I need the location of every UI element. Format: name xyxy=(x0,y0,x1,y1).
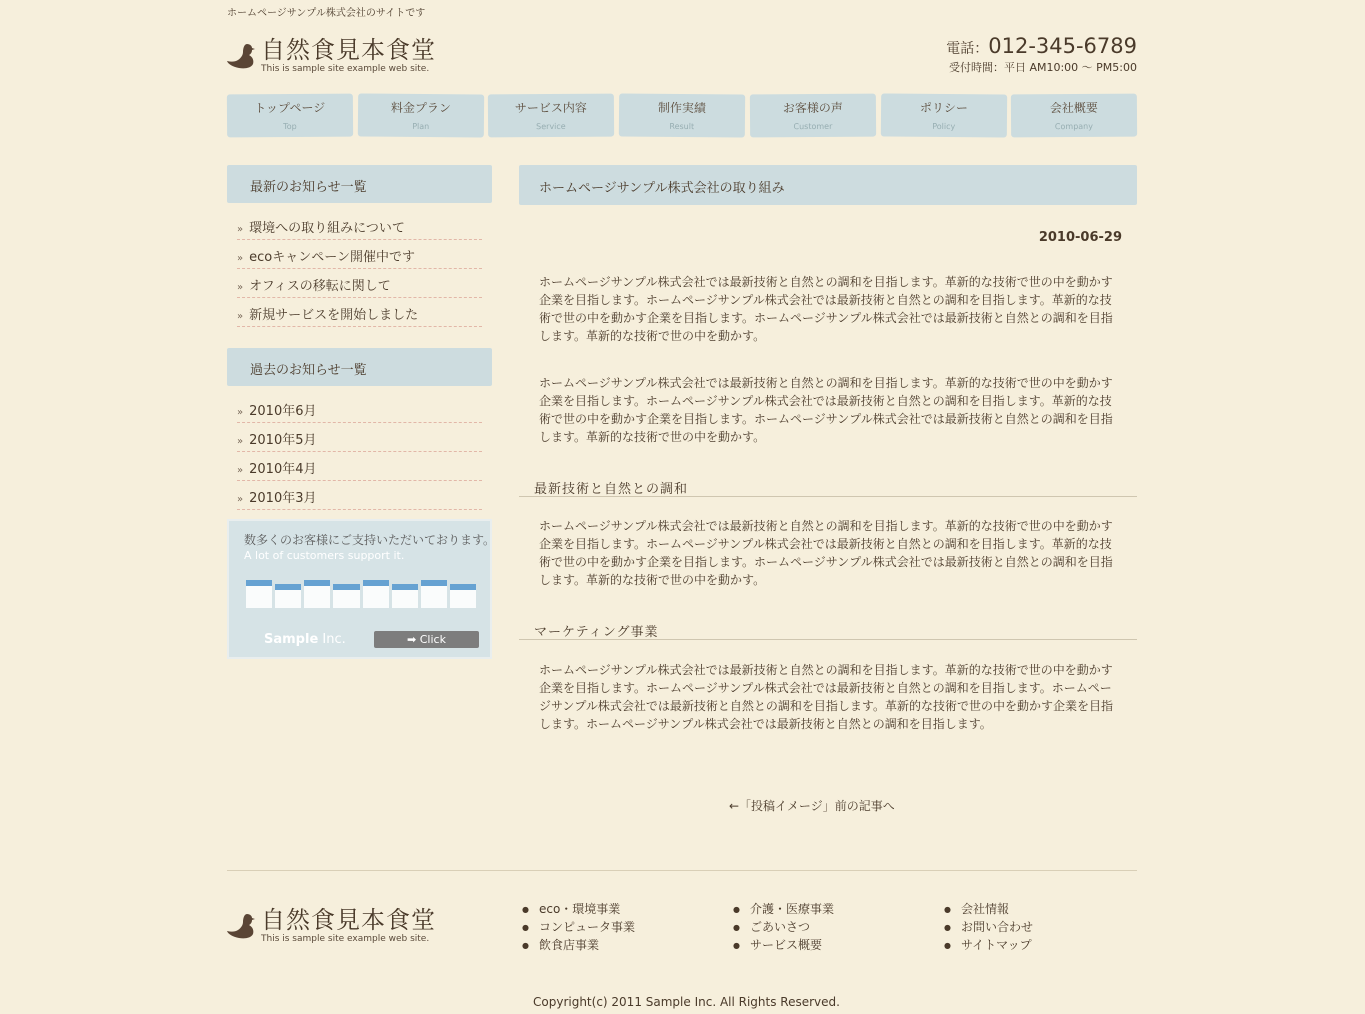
footer-divider xyxy=(227,870,1137,871)
footer-link[interactable]: ● 飲食店事業 xyxy=(522,936,635,954)
archive-heading: 過去のお知らせ一覧 xyxy=(227,348,492,386)
global-nav xyxy=(227,94,1137,140)
logo-name: 自然食見本食堂 xyxy=(261,36,436,64)
list-item-label: 2010年4月 xyxy=(249,462,317,477)
thumbnail xyxy=(246,580,272,608)
archive-list xyxy=(227,386,492,510)
raquo-icon: » xyxy=(237,407,244,418)
footer-link[interactable]: ● コンピュータ事業 xyxy=(522,918,635,936)
raquo-icon: » xyxy=(237,436,244,447)
list-item[interactable] xyxy=(237,298,482,327)
footer-links-col3 xyxy=(944,900,1033,954)
article-date: 2010-06-29 xyxy=(1038,230,1122,245)
tel-label: 電話： xyxy=(946,41,989,57)
nav-sublabel: Customer xyxy=(793,121,833,132)
footer-link[interactable]: ● eco・環境事業 xyxy=(522,900,635,918)
nav-label: お客様の声 xyxy=(782,100,843,116)
list-item-label: 新規サービスを開始しました xyxy=(249,308,419,323)
raquo-icon: » xyxy=(237,224,244,235)
list-item-label: ecoキャンペーン開催中です xyxy=(249,250,415,265)
nav-sublabel: Result xyxy=(669,121,695,132)
footer-link[interactable]: ● ごあいさつ xyxy=(733,918,834,936)
raquo-icon: » xyxy=(237,465,244,476)
customers-banner[interactable] xyxy=(227,519,496,659)
duck-icon xyxy=(227,910,255,942)
nav-sublabel: Policy xyxy=(931,121,955,132)
raquo-icon: » xyxy=(237,494,244,505)
list-item[interactable] xyxy=(237,211,482,240)
thumbnail xyxy=(392,584,418,608)
article-paragraph: ホームページサンプル株式会社では最新技術と自然との調和を目指します。革新的な技術で世の中を動かす企業を目指します。ホームページサンプル株式会社では最新技術と自然との調和を目指します。革新的な技術で世の中を動かす企業を目指します。ホームページサンプル株式会社では最新技術と自然との調和を目指します。革新的な技術で世の中を動かす。 xyxy=(539,519,1113,587)
list-item-label: 2010年5月 xyxy=(249,433,317,448)
footer-link[interactable]: ● サービス概要 xyxy=(733,936,834,954)
nav-sublabel: Top xyxy=(283,121,297,132)
nav-customer[interactable] xyxy=(750,94,876,138)
brand-name: Sample xyxy=(264,632,319,647)
sidebar xyxy=(227,165,496,647)
list-item[interactable] xyxy=(237,394,482,423)
nav-service[interactable] xyxy=(488,94,614,138)
list-item-label: 2010年3月 xyxy=(249,491,317,506)
nav-label: 制作実績 xyxy=(658,100,707,116)
nav-company[interactable] xyxy=(1011,94,1137,138)
logo-subtitle: This is sample site example web site. xyxy=(261,934,430,944)
footer-links-col2 xyxy=(733,900,834,954)
nav-label: サービス内容 xyxy=(515,100,588,116)
article-paragraph: ホームページサンプル株式会社では最新技術と自然との調和を目指します。革新的な技術で世の中を動かす企業を目指します。ホームページサンプル株式会社では最新技術と自然との調和を目指します。革新的な技術で世の中を動かす企業を目指します。ホームページサンプル株式会社では最新技術と自然との調和を目指します。革新的な技術で世の中を動かす。 xyxy=(539,376,1113,444)
nav-label: トップページ xyxy=(254,100,326,116)
list-item[interactable] xyxy=(237,423,482,452)
site-tagline: ホームページサンプル株式会社のサイトです xyxy=(227,8,426,19)
raquo-icon: » xyxy=(237,311,244,322)
banner-title: 数多くのお客様にご支持いただいております。 xyxy=(244,533,496,547)
thumbnail xyxy=(450,584,476,608)
duck-icon xyxy=(227,40,255,72)
thumbnail xyxy=(275,584,301,608)
business-hours: 受付時間：平日 AM10:00 〜 PM5:00 xyxy=(948,61,1137,74)
nav-sublabel: Company xyxy=(1055,121,1094,132)
nav-sublabel: Service xyxy=(536,121,567,132)
footer-link[interactable]: ● サイトマップ xyxy=(944,936,1033,954)
raquo-icon: » xyxy=(237,282,244,293)
banner-subtitle: A lot of customers support it. xyxy=(244,549,405,562)
nav-label: ポリシー xyxy=(919,100,968,116)
nav-label: 会社概要 xyxy=(1050,100,1099,116)
list-item[interactable] xyxy=(237,240,482,269)
prev-article-link[interactable]: ←「投稿イメージ」前の記事へ xyxy=(729,799,895,813)
thumbnail xyxy=(304,580,330,608)
article-paragraph: ホームページサンプル株式会社では最新技術と自然との調和を目指します。革新的な技術で世の中を動かす企業を目指します。ホームページサンプル株式会社では最新技術と自然との調和を目指します。ホームページサンプル株式会社では最新技術と自然との調和を目指します。革新的な技術で世の中を動かす企業を目指します。ホームページサンプル株式会社では最新技術と自然との調和を目指します。 xyxy=(539,663,1113,731)
footer-link[interactable]: ● 会社情報 xyxy=(944,900,1033,918)
thumbnail xyxy=(363,580,389,608)
list-item-label: 2010年6月 xyxy=(249,404,317,419)
list-item[interactable] xyxy=(237,452,482,481)
banner-click-button[interactable]: ➡ Click xyxy=(374,631,479,648)
brand-suffix: Inc. xyxy=(318,632,346,647)
logo-name: 自然食見本食堂 xyxy=(261,906,436,934)
logo-subtitle: This is sample site example web site. xyxy=(261,64,430,74)
latest-news-heading: 最新のお知らせ一覧 xyxy=(227,165,492,203)
website-thumbnails xyxy=(246,578,476,608)
article-paragraph: ホームページサンプル株式会社では最新技術と自然との調和を目指します。革新的な技術で世の中を動かす企業を目指します。ホームページサンプル株式会社では最新技術と自然との調和を目指します。革新的な技術で世の中を動かす企業を目指します。ホームページサンプル株式会社では最新技術と自然との調和を目指します。革新的な技術で世の中を動かす。 xyxy=(539,275,1113,343)
contact-info xyxy=(946,34,1137,75)
nav-result[interactable] xyxy=(619,93,745,137)
raquo-icon: » xyxy=(237,253,244,264)
section-heading: 最新技術と自然との調和 xyxy=(519,478,1137,497)
list-item-label: オフィスの移転に関して xyxy=(249,279,391,294)
footer-link[interactable]: ● お問い合わせ xyxy=(944,918,1033,936)
nav-top[interactable] xyxy=(227,94,353,138)
list-item[interactable] xyxy=(237,481,482,510)
copyright: Copyright(c) 2011 Sample Inc. All Rights Reserved. xyxy=(533,995,840,1009)
article-title: ホームページサンプル株式会社の取り組み xyxy=(519,165,1137,205)
nav-sublabel: Plan xyxy=(411,121,430,132)
nav-label: 料金プラン xyxy=(390,100,451,116)
footer-links-col1 xyxy=(522,900,635,954)
site-logo[interactable] xyxy=(227,36,436,75)
footer-link[interactable]: ● 介護・医療事業 xyxy=(733,900,834,918)
thumbnail xyxy=(333,584,359,608)
nav-plan[interactable] xyxy=(358,93,484,137)
nav-policy[interactable] xyxy=(880,93,1006,137)
list-item-label: 環境への取り組みについて xyxy=(249,221,405,236)
main-content xyxy=(519,165,1137,813)
footer-logo[interactable] xyxy=(227,906,436,945)
list-item[interactable] xyxy=(237,269,482,298)
banner-brand xyxy=(264,632,346,647)
latest-news-list xyxy=(227,203,492,327)
section-heading: マーケティング事業 xyxy=(519,621,1137,640)
tel-number: 012-345-6789 xyxy=(988,34,1137,58)
thumbnail xyxy=(421,580,447,608)
page xyxy=(227,0,1137,1014)
